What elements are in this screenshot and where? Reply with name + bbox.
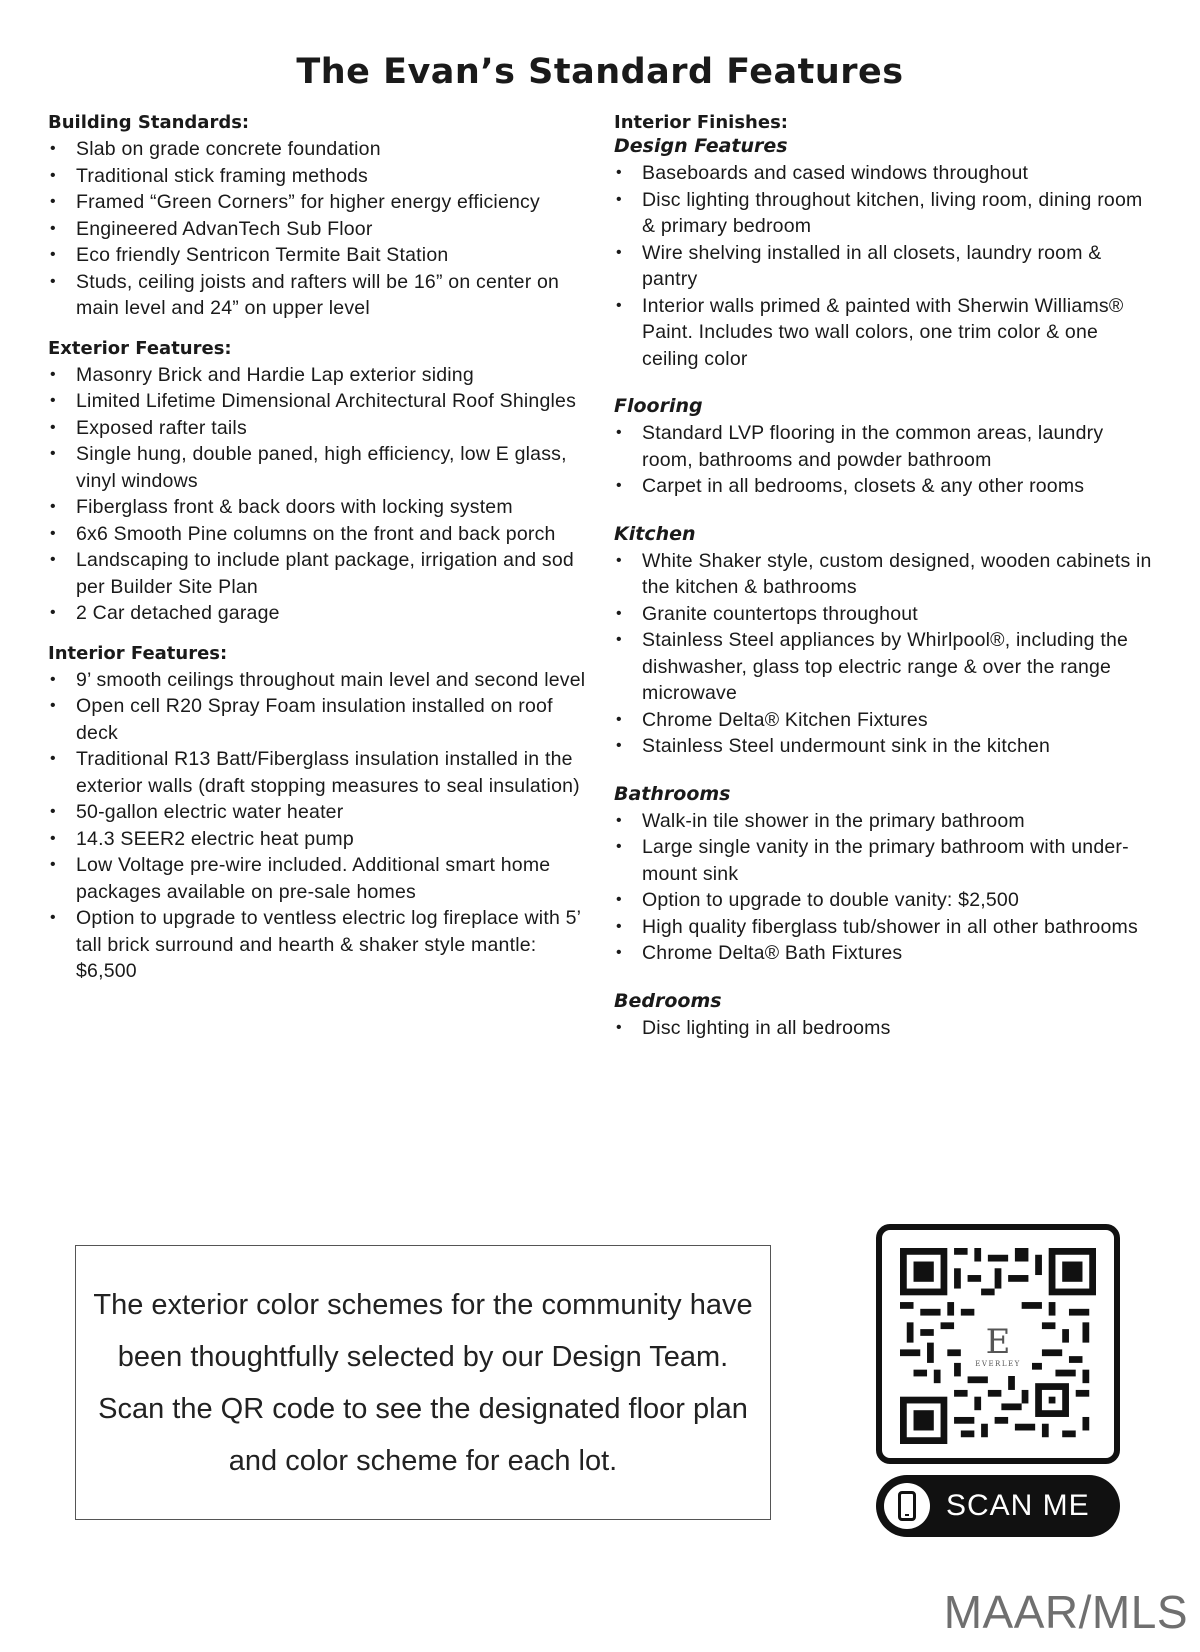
- bathrooms-list: [614, 808, 1154, 967]
- right-column: [614, 112, 1154, 1041]
- everley-logo: [964, 1316, 1032, 1376]
- interior-features-list: [48, 667, 596, 985]
- list-item: • White Shaker style, custom designed, wooden cabinets in the kitchen & bathrooms: [614, 548, 1154, 601]
- qr-code-card[interactable]: [876, 1224, 1120, 1464]
- list-item: • Exposed rafter tails: [48, 415, 596, 442]
- list-item: • Low Voltage pre-wire included. Additional smart home packages available on pre-sale homes: [48, 852, 596, 905]
- scan-me-label: SCAN ME: [946, 1489, 1090, 1522]
- list-item: • 6x6 Smooth Pine columns on the front and back porch: [48, 521, 596, 548]
- building-standards-heading: Building Standards:: [48, 112, 250, 133]
- list-item: • Limited Lifetime Dimensional Architectural Roof Shingles: [48, 388, 596, 415]
- list-item: • Disc lighting throughout kitchen, living room, dining room & primary bedroom: [614, 187, 1154, 240]
- list-item: • Studs, ceiling joists and rafters will be 16” on center on main level and 24” on upper level: [48, 269, 596, 322]
- list-item: • Framed “Green Corners” for higher energy efficiency: [48, 189, 596, 216]
- phone-icon: [884, 1483, 930, 1529]
- list-item: • Fiberglass front & back doors with locking system: [48, 494, 596, 521]
- building-standards-list: [48, 136, 596, 322]
- bathrooms-heading: Bathrooms: [614, 782, 731, 805]
- list-item: • Disc lighting in all bedrooms: [614, 1015, 1154, 1042]
- color-scheme-note: The exterior color schemes for the community have been thoughtfully selected by our Design Team. Scan the QR code to see the designated floor plan and color scheme for each lot.: [93, 1288, 753, 1477]
- list-item: • 14.3 SEER2 electric heat pump: [48, 826, 596, 853]
- left-column: [48, 112, 596, 985]
- list-item: • 2 Car detached garage: [48, 600, 596, 627]
- list-item: • Stainless Steel appliances by Whirlpool®, including the dishwasher, glass top electric range & over the range microwave: [614, 627, 1154, 707]
- design-features-heading: Design Features: [614, 135, 788, 157]
- list-item: • Single hung, double paned, high efficiency, low E glass, vinyl windows: [48, 441, 596, 494]
- list-item: • Interior walls primed & painted with Sherwin Williams® Paint. Includes two wall colors, one trim color & one ceiling color: [614, 293, 1154, 373]
- bedrooms-list: [614, 1015, 1154, 1042]
- scan-me-button[interactable]: [876, 1475, 1120, 1537]
- page-title: The Evan’s Standard Features: [296, 52, 904, 92]
- list-item: • Open cell R20 Spray Foam insulation installed on roof deck: [48, 693, 596, 746]
- list-item: • Walk-in tile shower in the primary bathroom: [614, 808, 1154, 835]
- list-item: • Masonry Brick and Hardie Lap exterior siding: [48, 362, 596, 389]
- list-item: • Large single vanity in the primary bathroom with under-mount sink: [614, 834, 1154, 887]
- list-item: • Granite countertops throughout: [614, 601, 1154, 628]
- kitchen-list: [614, 548, 1154, 760]
- list-item: • Option to upgrade to double vanity: $2,500: [614, 887, 1154, 914]
- list-item: • 50-gallon electric water heater: [48, 799, 596, 826]
- list-item: • Wire shelving installed in all closets, laundry room & pantry: [614, 240, 1154, 293]
- list-item: • Traditional R13 Batt/Fiberglass insulation installed in the exterior walls (draft stopping measures to seal insulation): [48, 746, 596, 799]
- list-item: • Carpet in all bedrooms, closets & any other rooms: [614, 473, 1154, 500]
- exterior-features-list: [48, 362, 596, 627]
- design-features-list: [614, 160, 1154, 372]
- exterior-features-heading: Exterior Features:: [48, 337, 232, 359]
- flooring-heading: Flooring: [614, 395, 703, 417]
- color-scheme-note-box: [75, 1245, 771, 1520]
- list-item: • Chrome Delta® Bath Fixtures: [614, 940, 1154, 967]
- mls-watermark: MAAR/MLS: [943, 1586, 1188, 1638]
- list-item: • Traditional stick framing methods: [48, 163, 596, 190]
- list-item: • Standard LVP flooring in the common areas, laundry room, bathrooms and powder bathroom: [614, 420, 1154, 473]
- list-item: • Stainless Steel undermount sink in the kitchen: [614, 733, 1154, 760]
- list-item: • Slab on grade concrete foundation: [48, 136, 596, 163]
- list-item: • High quality fiberglass tub/shower in all other bathrooms: [614, 914, 1154, 941]
- list-item: • Eco friendly Sentricon Termite Bait Station: [48, 242, 596, 269]
- list-item: • 9’ smooth ceilings throughout main level and second level: [48, 667, 596, 694]
- list-item: • Baseboards and cased windows throughout: [614, 160, 1154, 187]
- kitchen-heading: Kitchen: [614, 522, 696, 545]
- list-item: • Landscaping to include plant package, irrigation and sod per Builder Site Plan: [48, 547, 596, 600]
- logo-letter: E: [985, 1322, 1011, 1362]
- bedrooms-heading: Bedrooms: [614, 989, 722, 1012]
- list-item: • Engineered AdvanTech Sub Floor: [48, 216, 596, 243]
- list-item: • Option to upgrade to ventless electric log fireplace with 5’ tall brick surround and hearth & shaker style mantle: $6,500: [48, 905, 596, 985]
- logo-brand: EVERLEY: [975, 1360, 1021, 1368]
- flooring-list: [614, 420, 1154, 500]
- list-item: • Chrome Delta® Kitchen Fixtures: [614, 707, 1154, 734]
- interior-finishes-heading: Interior Finishes:: [614, 112, 788, 133]
- interior-features-heading: Interior Features:: [48, 642, 228, 664]
